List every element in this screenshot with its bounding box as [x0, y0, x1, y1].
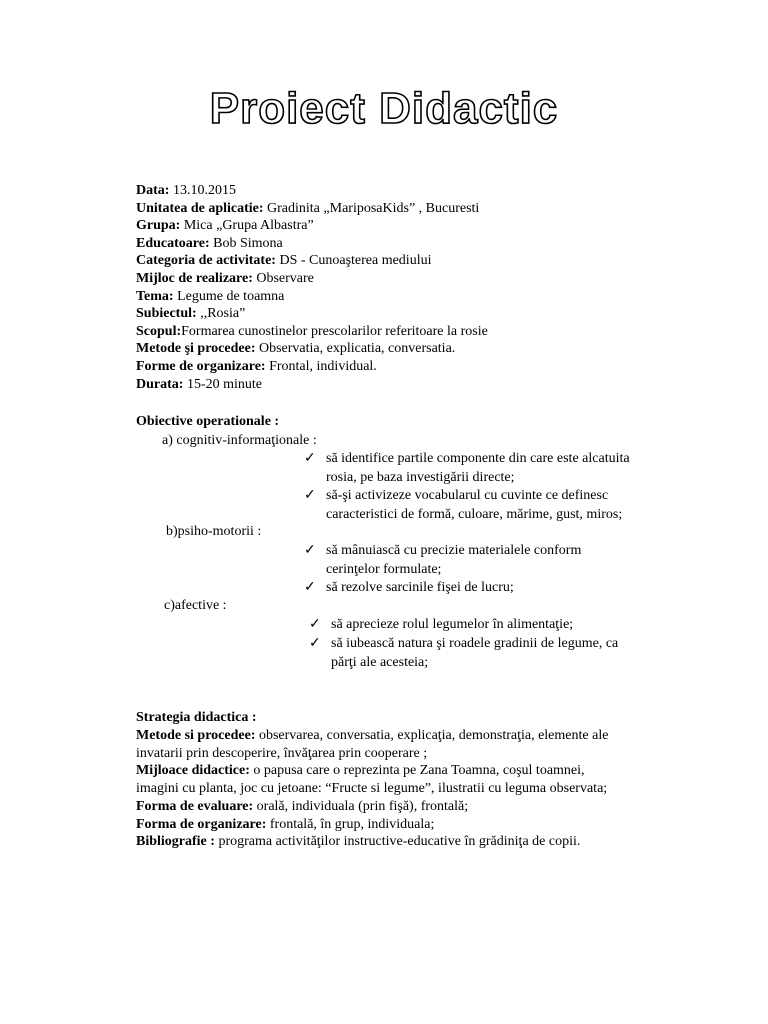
- objective-item: să rezolve sarcinile fişei de lucru;: [326, 580, 514, 595]
- strategy-heading-text: Strategia didactica :: [136, 710, 257, 725]
- checkmark-icon: ✓: [304, 543, 316, 558]
- checkmark-icon: ✓: [304, 580, 316, 595]
- field-line: [136, 340, 455, 357]
- strategy-line: [136, 833, 580, 850]
- strategy-line: [136, 745, 427, 762]
- field-value: Formarea cunostinelor prescolarilor referitoare la rosie: [181, 323, 488, 339]
- field-label: Forme de organizare:: [136, 359, 266, 374]
- objective-item: să-şi activizeze vocabularul cu cuvinte ce definesc: [326, 488, 609, 503]
- objective-item: să mânuiască cu precizie materialele conform: [326, 543, 582, 558]
- field-label: Scopul:: [136, 323, 182, 339]
- field-line: [136, 288, 284, 305]
- strategy-value: invatarii prin descoperire, învăţarea prin cooperare ;: [136, 745, 428, 761]
- strategy-line: [136, 762, 585, 779]
- field-line: [136, 252, 431, 269]
- field-label: Data:: [136, 183, 170, 198]
- objective-category-label: b)psiho-motorii :: [166, 524, 262, 539]
- objective-item: cerinţelor formulate;: [326, 561, 442, 577]
- field-line: [136, 305, 245, 322]
- strategy-value: imagini cu planta, joc cu jetoane: “Fructe si legume”, ilustratii cu leguma observata;: [136, 781, 608, 797]
- field-value: Gradinita „MariposaKids” , Bucuresti: [263, 200, 480, 216]
- strategy-heading: [136, 709, 257, 726]
- objective-item: părţi ale acesteia;: [331, 654, 429, 670]
- field-value: Observare: [252, 271, 314, 286]
- strategy-label: Forma de organizare:: [136, 816, 267, 832]
- checkmark-icon: ✓: [309, 636, 321, 651]
- page-title: Proiect Didactic: [209, 84, 559, 133]
- strategy-line: [136, 816, 434, 833]
- field-label: Metode şi procedee:: [136, 341, 256, 357]
- strategy-value: frontală, în grup, individuala;: [266, 816, 435, 832]
- field-label: Mijloc de realizare:: [136, 271, 253, 286]
- strategy-line: [136, 727, 608, 744]
- strategy-value: o papusa care o reprezinta pe Zana Toamna, coşul toamnei,: [249, 763, 585, 779]
- field-line: [136, 182, 236, 199]
- objective-category-label: a) cognitiv-informaţionale :: [162, 433, 317, 448]
- field-value: DS - Cunoaşterea mediului: [275, 253, 432, 269]
- strategy-value: orală, individuala (prin fişă), frontală;: [253, 798, 469, 814]
- objective-item: caracteristici de formă, culoare, mărime, gust, miros;: [326, 506, 623, 522]
- field-value: 15-20 minute: [183, 376, 262, 392]
- field-label: Educatoare:: [136, 235, 210, 251]
- strategy-line: [136, 780, 607, 797]
- checkmark-icon: ✓: [304, 451, 316, 466]
- field-line: [136, 270, 314, 287]
- objective-item: să identifice partile componente din care este alcatuita: [326, 451, 630, 466]
- objective-category-label: c)afective :: [164, 598, 227, 613]
- strategy-value: observarea, conversatia, explicaţia, demonstraţia, elemente ale: [255, 728, 609, 743]
- field-line: [136, 200, 479, 217]
- strategy-line: [136, 798, 468, 815]
- field-label: Unitatea de aplicatie:: [136, 200, 264, 216]
- objectives-heading: [136, 413, 279, 430]
- field-line: [136, 235, 283, 252]
- field-line: [136, 217, 314, 234]
- objective-item: să iubească natura şi roadele gradinii de legume, ca: [331, 636, 619, 651]
- strategy-label: Metode si procedee:: [136, 728, 256, 743]
- field-value: Observatia, explicatia, conversatia.: [255, 341, 456, 357]
- strategy-label: Forma de evaluare:: [136, 798, 254, 814]
- strategy-label: Bibliografie :: [136, 834, 215, 850]
- field-value: 13.10.2015: [169, 183, 236, 198]
- field-value: Frontal, individual.: [265, 359, 377, 374]
- checkmark-icon: ✓: [309, 617, 321, 632]
- field-value: Bob Simona: [209, 235, 283, 251]
- objectives-heading-text: Obiective operationale :: [136, 414, 280, 429]
- strategy-value: programa activităţilor instructive-educative în grădiniţa de copii.: [214, 834, 581, 850]
- strategy-label: Mijloace didactice:: [136, 763, 250, 779]
- objective-item: rosia, pe baza investigării directe;: [326, 469, 515, 485]
- field-label: Tema:: [136, 288, 174, 304]
- field-value: Legume de toamna: [173, 288, 285, 304]
- field-label: Grupa:: [136, 218, 181, 234]
- field-value: Mica „Grupa Albastra”: [180, 218, 314, 234]
- field-label: Durata:: [136, 376, 184, 392]
- field-label: Subiectul:: [136, 306, 197, 322]
- checkmark-icon: ✓: [304, 488, 316, 503]
- field-value: ,,Rosia”: [196, 306, 246, 322]
- field-line: [136, 358, 377, 375]
- field-line: [136, 376, 262, 393]
- field-label: Categoria de activitate:: [136, 253, 276, 269]
- field-line: [136, 323, 488, 340]
- objective-item: să aprecieze rolul legumelor în alimentaţie;: [331, 617, 574, 632]
